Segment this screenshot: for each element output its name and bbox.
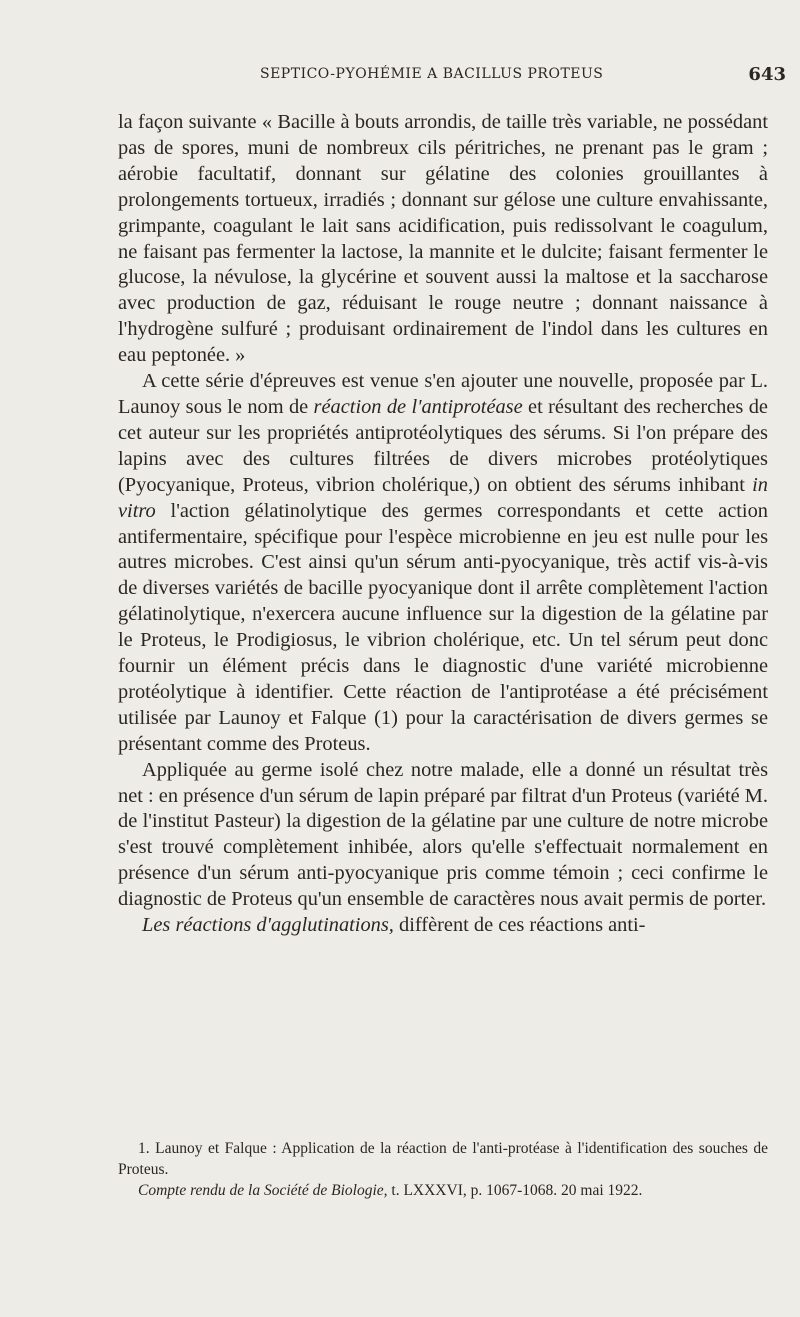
paragraph-bacillus-description <box>118 110 768 369</box>
running-header <box>110 64 786 88</box>
paragraph-text: diffèrent de ces réactions anti- <box>399 914 646 937</box>
italic-term: réactions d'agglutinations, <box>175 914 394 937</box>
italic-term: in vitro <box>118 473 768 522</box>
journal-title: Compte rendu de la Société de Biologie, <box>138 1182 388 1199</box>
paragraph-application <box>118 758 768 913</box>
paragraph-agglutinations <box>118 913 768 939</box>
footnote-1 <box>118 1138 768 1180</box>
paragraph-text: l'action gélatinolytique des germes correspondants et cette action antifermentaire, spécifique pour l'espèce microbienne en jeu est nulle pour les autres microbes. C'est ainsi qu'un sérum anti-pyocyanique, très actif vis-à-vis de diverses variétés de bacille pyocyanique dont il arrête complètement l'action gélatinolytique, n'exercera aucune influence sur la digestion de la gélatine par le Proteus, le Prodigiosus, le vibrion cholérique, etc. Un tel sérum peut donc fournir un élément précis dans le diagnostic d'une variété microbienne protéolytique à identifier. Cette réaction de l'antiprotéase a été précisément utilisée par Launoy et Falque (1) pour la caractérisation de divers germes se présentant comme des Proteus. <box>118 499 768 755</box>
paragraph-text: A cette série d'épreuves est venue s'en ajouter une nouvelle, proposée par L. Launoy sous le nom de <box>118 370 768 418</box>
italic-term: Les <box>142 914 171 937</box>
paragraph-text: la façon suivante « Bacille à bouts arrondis, de taille très variable, ne possédant pas de spores, muni de nombreux cils péritriches, ne prenant pas le gram ; aérobie facultatif, donnant sur gélatine des colonies grouillantes à prolongements tortueux, irradiés ; donnant sur gélose une culture envahissante, grimpante, coagulant le lait sans acidification, puis redissolvant le coagulum, ne faisant pas fermenter la lactose, la mannite et le dulcite; faisant fermenter le glucose, la névulose, la glycérine et souvent aussi la maltose et la saccharose avec production de gaz, réduisant le rouge neutre ; donnant naissance à l'hydrogène sulfuré ; produisant ordinairement de l'indol dans les cultures en eau peptonée. » <box>118 111 768 367</box>
footnote-text: 1. Launoy et Falque : Application de la réaction de l'anti-protéase à l'identification des souches de Proteus. <box>118 1140 768 1178</box>
paragraph-text: et résultant des recherches de cet auteur sur les propriétés antiprotéolytiques des sérums. Si l'on prépare des lapins avec des cultures filtrées de divers microbes protéolytiques (Pyocyanique, Proteus, vibrion cholérique,) on obtient des sérums inhibant <box>118 395 768 496</box>
footnotes <box>118 1138 768 1201</box>
paragraph-antiprotease <box>118 369 768 758</box>
running-title: SEPTICO-PYOHÉMIE A BACILLUS PROTEUS <box>260 66 604 82</box>
paragraph-text: Appliquée au germe isolé chez notre malade, elle a donné un résultat très net : en présence d'un sérum de lapin préparé par filtrat d'un Proteus (variété M. de l'institut Pasteur) la digestion de la gélatine par une culture de notre microbe s'est trouvé complètement inhibée, alors qu'elle s'effectuait normalement en présence d'un sérum anti-pyocyanique pris comme témoin ; ceci confirme le diagnostic de Proteus qu'un ensemble de caractères nous avait permis de porter. <box>118 758 768 911</box>
page-number: 643 <box>748 64 786 85</box>
citation-details: t. LXXXVI, p. 1067-1068. 20 mai 1922. <box>391 1182 643 1199</box>
italic-term: réaction de l'antiprotéase <box>313 395 523 418</box>
footnote-1-citation <box>118 1180 768 1201</box>
body-text <box>118 110 768 939</box>
